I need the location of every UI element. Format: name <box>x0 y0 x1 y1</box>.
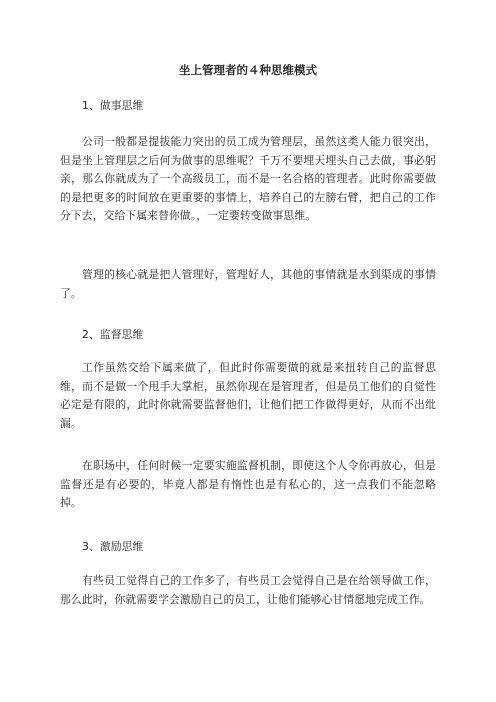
section-paragraph: 公司一般都是提拔能力突出的员工成为管理层，虽然这类人能力很突出，但是坐上管理层之后何为做事的思维呢？千万不要埋天埋头自己去做，事必躬亲，那么你就成为了一个高级员工，而不是一名合格的管理者。此时你需要做的是把更多的时间放在更重要的事情上，培养自己的左膀右臂，把自己的工作分下去，交给下属来替你做。，一定要转变做事思维。 <box>60 135 436 223</box>
section-3-heading-block <box>60 538 436 557</box>
section-heading: 3、激励思维 <box>82 540 144 553</box>
section-2-paragraph-1-block <box>60 359 436 433</box>
section-1-heading-block <box>60 97 436 116</box>
section-2-heading-block <box>60 326 436 345</box>
section-2-paragraph-2-block <box>60 457 436 513</box>
section-paragraph: 在职场中，任何时候一定要实施监督机制，即使这个人令你再放心，但是监督还是有必要的，毕竟人都是有惰性也是有私心的，这一点我们不能忽略掉。 <box>60 459 436 510</box>
section-paragraph: 管理的核心就是把人管理好，管理好人，其他的事情就是水到渠成的事情了。 <box>60 268 436 300</box>
section-paragraph: 工作虽然交给下属来做了，但此时你需要做的就是来扭转自己的监督思维，而不是做一个甩手大掌柜，虽然你现在是管理者，但是员工他们的自觉性必定是有限的，此时你就需要监督他们，让他们把工作做得更好，从而不出纰漏。 <box>60 361 436 430</box>
section-heading: 2、监督思维 <box>82 328 144 341</box>
section-1-paragraph-2-block <box>60 266 436 303</box>
document-title: 坐上管理者的４种思维模式 <box>179 63 317 77</box>
section-3-paragraph-1-block <box>60 572 436 609</box>
section-1-paragraph-1-block <box>60 133 436 226</box>
section-heading: 1、做事思维 <box>82 99 144 112</box>
section-paragraph: 有些员工觉得自己的工作多了，有些员工会觉得自己是在给领导做工作，那么此时，你就需要学会激励自己的员工，让他们能够心甘情愿地完成工作。 <box>60 574 436 606</box>
